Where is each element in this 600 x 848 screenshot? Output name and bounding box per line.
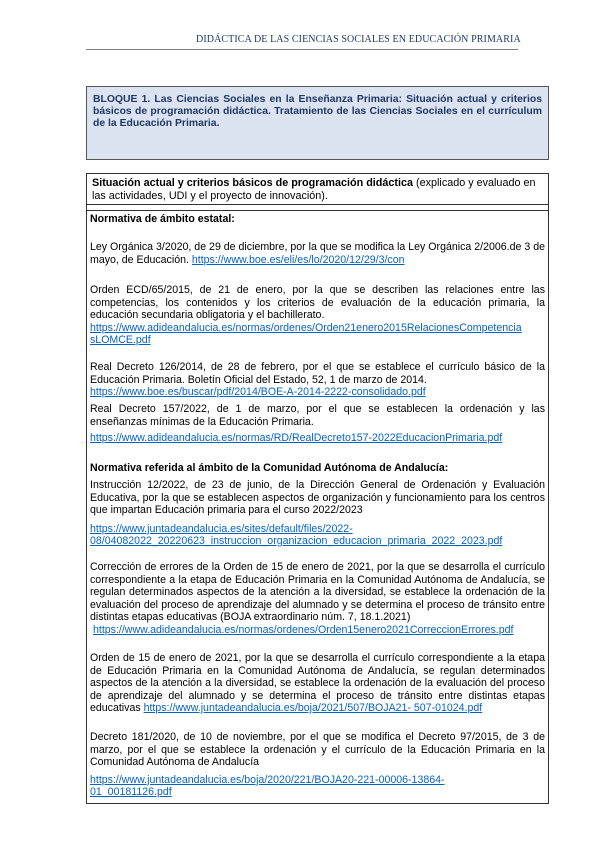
estatal-item-3	[90, 361, 545, 399]
situacion-note: (explicado y evaluado en las actividades, UDI y el proyecto de innovación).	[92, 177, 536, 202]
andalucia-item-4-text: Decreto 181/2020, de 10 de noviembre, por el que se modifica el Decreto 97/2015, de 3 de marzo, por el que se establece la ordenación y el currículo de la Educación Primaria en la Comunidad Autónoma de Andalucía	[90, 731, 545, 768]
andalucia-item-2-link[interactable]: https://www.adideandalucia.es/normas/ordenes/Orden15enero2021CorreccionErrores.pdf	[93, 623, 514, 636]
andalucia-item-1-link[interactable]: https://www.juntadeandalucia.es/sites/default/files/2022-	[90, 522, 353, 535]
page-header: DIDÁCTICA DE LAS CIENCIAS SOCIALES EN EDUCACIÓN PRIMARIA	[196, 34, 521, 45]
andalucia-item-2	[90, 561, 545, 636]
estatal-item-1	[90, 241, 545, 266]
estatal-item-3-link[interactable]: https://www.boe.es/buscar/pdf/2014/BOE-A-2014-2222-consolidado.pdf	[90, 386, 426, 398]
content-bottom-border	[86, 803, 549, 804]
estatal-item-1-link[interactable]: https://www.boe.es/eli/es/lo/2020/12/29/3/con	[191, 253, 405, 266]
estatal-heading	[90, 213, 545, 226]
estatal-item-2-link[interactable]: https://www.adideandalucia.es/normas/ordenes/Orden21enero2015RelacionesCompetencia	[90, 321, 522, 334]
andalucia-item-3-link[interactable]: https://www.juntadeandalucia.es/boja/2021/507/BOJA21- 507-01024.pdf	[143, 702, 483, 714]
estatal-item-2-link-cont[interactable]: sLOMCE.pdf	[90, 334, 151, 346]
andalucia-item-1	[90, 479, 545, 548]
andalucia-item-3	[90, 652, 545, 715]
estatal-item-4	[90, 403, 545, 445]
situacion-title: Situación actual y criterios básicos de programación didáctica	[92, 177, 414, 189]
andalucia-item-3-text: Orden de 15 de enero de 2021, por la que se desarrolla el currículo correspondiente a la etapa de Educación Primaria en la Comunidad Autónoma de Andalucía, se regulan determinados aspectos de la atención a la diversidad, se establece la ordenación de la evaluación del proceso de aprendizaje del alumnado y se determina el proceso de tránsito entre distintas etapas educativas	[90, 652, 545, 714]
andalucia-item-4	[90, 731, 545, 799]
andalucia-item-1-text: Instrucción 12/2022, de 23 de junio, de la Dirección General de Ordenación y Evaluación Educativa, por la que se establecen aspectos de organización y funcionamiento para los centros que impartan Educación primaria para el curso 2022/2023	[90, 479, 545, 516]
estatal-item-4-text: Real Decreto 157/2022, de 1 de marzo, por el que se establecen la ordenación y las enseñanzas mínimas de la Educación Primaria.	[90, 403, 545, 428]
andalucia-heading-text: Normativa referida al ámbito de la Comunidad Autónoma de Andalucía:	[90, 462, 449, 474]
andalucia-item-4-link[interactable]: https://www.juntadeandalucia.es/boja/2020/221/BOJA20-221-00006-13864-	[90, 773, 445, 786]
situacion-box	[86, 173, 549, 205]
header-divider	[86, 49, 518, 50]
andalucia-item-4-link-cont[interactable]: 01_00181126.pdf	[90, 786, 172, 798]
bloque-title-box: BLOQUE 1. Las Ciencias Sociales en la Enseñanza Primaria: Situación actual y criterios básicos de programación didáctica. Tratamiento de las Ciencias Sociales en el currículum de la Educación Primaria.	[86, 86, 549, 160]
estatal-item-2	[90, 284, 545, 347]
andalucia-heading	[90, 462, 545, 475]
estatal-item-4-link[interactable]: https://www.adideandalucia.es/normas/RD/RealDecreto157-2022EducacionPrimaria.pdf	[90, 432, 503, 444]
estatal-item-3-text: Real Decreto 126/2014, de 28 de febrero, por el que se establece el currículo básico de la Educación Primaria. Boletín Oficial del Estado, 52, 1 de marzo de 2014.	[90, 361, 545, 386]
andalucia-item-1-link-cont[interactable]: 08/04082022_20220623_instruccion_organizacion_educacion_primaria_2022_2023.pdf	[90, 535, 503, 547]
estatal-item-1-text: Ley Orgánica 3/2020, de 29 de diciembre, por la que se modifica la Ley Orgánica 2/2006.de 3 de mayo, de Educación.	[90, 241, 545, 266]
estatal-heading-text: Normativa de ámbito estatal:	[90, 213, 235, 225]
andalucia-item-2-text: Corrección de errores de la Orden de 15 de enero de 2021, por la que se desarrolla el currículo correspondiente a la etapa de Educación Primaria en la Comunidad Autónoma de Andalucía, se regulan determinados aspectos de la atención a la diversidad, se establece la ordenación de la evaluación del proceso de aprendizaje del alumnado y se determina el proceso de tránsito entre distintas etapas educativas (BOJA extraordinario núm. 7, 18.1.2021)	[90, 561, 545, 623]
content-top-border	[86, 210, 549, 211]
estatal-item-2-text: Orden ECD/65/2015, de 21 de enero, por la que se describen las relaciones entre las competencias, los contenidos y los criterios de evaluación de la educación primaria, la educación secundaria obligatoria y el bachillerato.	[90, 284, 545, 321]
